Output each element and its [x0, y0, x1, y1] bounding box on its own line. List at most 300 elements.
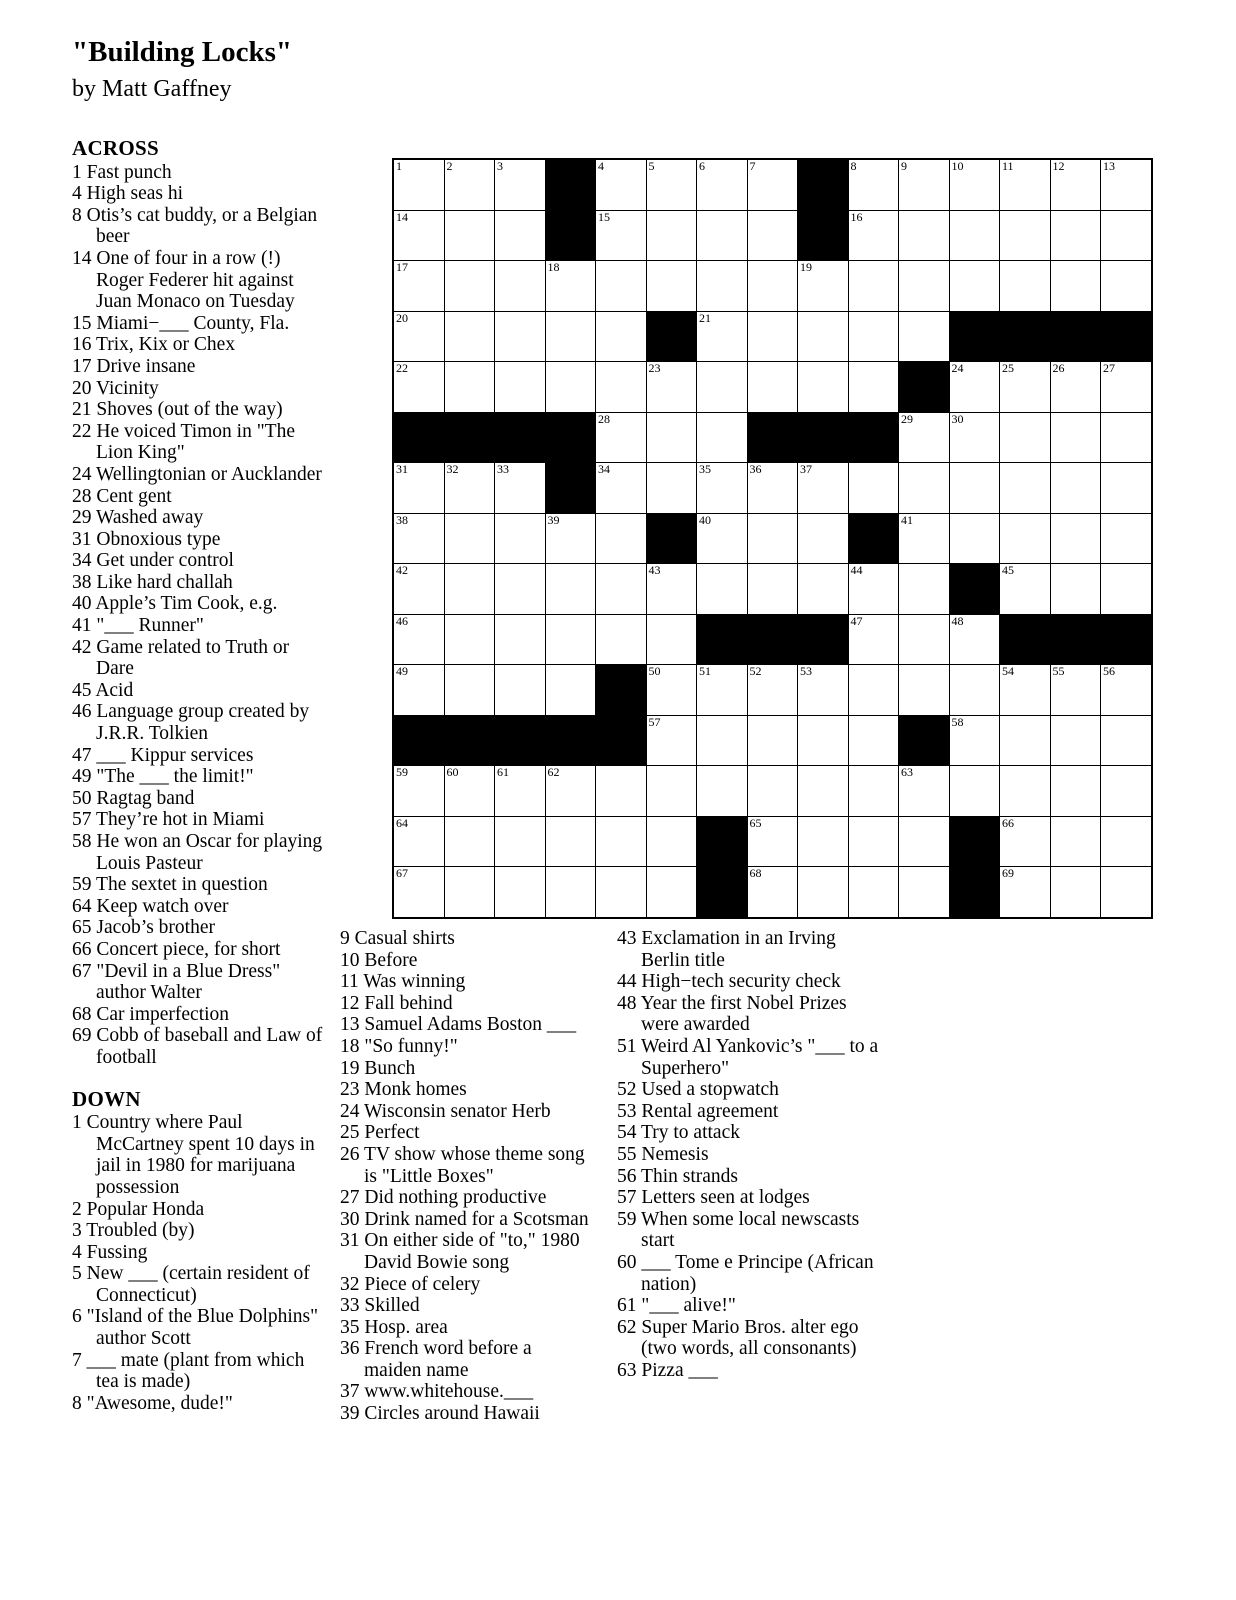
grid-cell[interactable]	[596, 412, 647, 463]
across-clue[interactable]	[72, 917, 324, 939]
grid-cell[interactable]	[798, 564, 849, 615]
grid-cell[interactable]	[747, 311, 798, 362]
grid-cell[interactable]	[798, 867, 849, 918]
grid-cell[interactable]	[495, 816, 546, 867]
across-clue[interactable]	[72, 248, 324, 313]
grid-cell[interactable]	[848, 564, 899, 615]
grid-cell[interactable]	[596, 210, 647, 261]
across-clue[interactable]	[72, 572, 324, 594]
grid-cell[interactable]	[1101, 463, 1152, 514]
grid-cell-number: 21	[699, 310, 711, 325]
grid-cell[interactable]	[596, 362, 647, 413]
down-clue[interactable]	[617, 928, 879, 971]
grid-cell[interactable]	[1050, 867, 1101, 918]
grid-cell[interactable]	[646, 159, 697, 210]
clue-number: 50	[72, 787, 97, 809]
across-clue[interactable]	[72, 745, 324, 767]
grid-cell[interactable]	[1101, 261, 1152, 312]
grid-cell[interactable]	[848, 311, 899, 362]
grid-cell[interactable]	[697, 665, 748, 716]
down-clue[interactable]	[617, 1101, 879, 1123]
down-clue[interactable]	[340, 971, 592, 993]
grid-cell[interactable]	[899, 311, 950, 362]
grid-cell[interactable]	[444, 766, 495, 817]
grid-cell-number: 66	[1002, 815, 1014, 830]
grid-cell[interactable]	[798, 513, 849, 564]
down-clue[interactable]	[340, 993, 592, 1015]
grid-cell[interactable]	[596, 766, 647, 817]
across-clue[interactable]	[72, 1025, 324, 1068]
grid-cell[interactable]	[444, 665, 495, 716]
down-clue-list-part2	[340, 928, 592, 1425]
grid-cell[interactable]	[697, 159, 748, 210]
grid-cell[interactable]	[1101, 867, 1152, 918]
grid-cell[interactable]	[646, 564, 697, 615]
grid-cell[interactable]	[596, 261, 647, 312]
grid-cell[interactable]	[1050, 715, 1101, 766]
grid-cell-block	[646, 311, 697, 362]
grid-cell[interactable]	[1050, 210, 1101, 261]
across-clue[interactable]	[72, 464, 324, 486]
grid-cell[interactable]	[747, 210, 798, 261]
down-clue[interactable]	[340, 1317, 592, 1339]
grid-cell[interactable]	[495, 867, 546, 918]
grid-cell[interactable]	[545, 362, 596, 413]
grid-cell[interactable]	[798, 362, 849, 413]
down-clue[interactable]	[72, 1393, 324, 1415]
grid-cell[interactable]	[747, 564, 798, 615]
grid-cell[interactable]	[899, 463, 950, 514]
grid-cell[interactable]	[1050, 463, 1101, 514]
down-clue[interactable]	[617, 1079, 879, 1101]
grid-cell[interactable]	[545, 614, 596, 665]
clue-number: 44	[617, 971, 642, 993]
down-clue[interactable]	[617, 1295, 879, 1317]
grid-cell[interactable]	[393, 210, 444, 261]
clue-number: 54	[617, 1122, 642, 1144]
grid-cell[interactable]	[1101, 412, 1152, 463]
down-clue[interactable]	[72, 1199, 324, 1221]
grid-cell-number: 59	[396, 765, 408, 779]
down-clue[interactable]	[340, 1381, 592, 1403]
grid-cell[interactable]	[444, 311, 495, 362]
grid-cell[interactable]	[495, 311, 546, 362]
grid-cell[interactable]	[545, 311, 596, 362]
across-clue[interactable]	[72, 939, 324, 961]
grid-cell[interactable]	[596, 463, 647, 514]
grid-cell[interactable]	[697, 463, 748, 514]
clue-text: Used a stopwatch	[641, 1079, 779, 1101]
grid-cell[interactable]	[747, 513, 798, 564]
across-clue[interactable]	[72, 378, 324, 400]
clue-number: 68	[72, 1003, 97, 1025]
across-clue[interactable]	[72, 615, 324, 637]
down-clue[interactable]	[340, 1187, 592, 1209]
grid-cell[interactable]	[495, 261, 546, 312]
grid-cell[interactable]	[899, 159, 950, 210]
down-clue[interactable]	[617, 1360, 879, 1382]
grid-cell[interactable]	[848, 867, 899, 918]
grid-cell[interactable]	[495, 210, 546, 261]
grid-cell[interactable]	[1050, 159, 1101, 210]
across-clue[interactable]	[72, 529, 324, 551]
grid-cell[interactable]	[1000, 665, 1051, 716]
grid-cell[interactable]	[848, 715, 899, 766]
grid-cell[interactable]	[747, 463, 798, 514]
grid-cell[interactable]	[393, 665, 444, 716]
across-clue[interactable]	[72, 701, 324, 744]
grid-cell[interactable]	[798, 766, 849, 817]
grid-cell[interactable]	[798, 816, 849, 867]
grid-cell[interactable]	[1000, 564, 1051, 615]
across-clue[interactable]	[72, 961, 324, 1004]
down-clue[interactable]	[340, 928, 592, 950]
grid-cell[interactable]	[596, 564, 647, 615]
grid-cell[interactable]	[646, 867, 697, 918]
down-clue[interactable]	[340, 1403, 592, 1425]
grid-cell[interactable]	[393, 766, 444, 817]
grid-cell[interactable]	[848, 665, 899, 716]
down-clue[interactable]	[340, 1122, 592, 1144]
across-clue[interactable]	[72, 507, 324, 529]
grid-cell[interactable]	[949, 614, 1000, 665]
grid-cell[interactable]	[393, 463, 444, 514]
grid-cell-number: 15	[598, 209, 610, 224]
grid-cell[interactable]	[393, 261, 444, 312]
grid-cell[interactable]	[899, 867, 950, 918]
clue-text: Fall behind	[364, 992, 453, 1014]
grid-cell[interactable]	[747, 665, 798, 716]
grid-cell[interactable]	[949, 766, 1000, 817]
grid-cell[interactable]	[1050, 816, 1101, 867]
across-clue[interactable]	[72, 831, 324, 874]
grid-cell[interactable]	[1050, 564, 1101, 615]
grid-cell[interactable]	[1050, 362, 1101, 413]
grid-cell[interactable]	[495, 463, 546, 514]
grid-cell[interactable]	[495, 564, 546, 615]
grid-cell[interactable]	[393, 159, 444, 210]
grid-cell[interactable]	[798, 463, 849, 514]
grid-cell[interactable]	[747, 816, 798, 867]
across-clue[interactable]	[72, 399, 324, 421]
grid-cell[interactable]	[545, 564, 596, 615]
down-clue[interactable]	[617, 1187, 879, 1209]
grid-cell-number: 3	[497, 159, 503, 173]
grid-cell[interactable]	[1000, 412, 1051, 463]
grid-cell[interactable]	[596, 867, 647, 918]
grid-cell[interactable]	[646, 665, 697, 716]
grid-cell[interactable]	[949, 159, 1000, 210]
grid-cell[interactable]	[1101, 513, 1152, 564]
clue-number: 1	[72, 161, 87, 183]
grid-cell[interactable]	[444, 614, 495, 665]
grid-cell[interactable]	[1050, 665, 1101, 716]
grid-cell-number: 26	[1052, 361, 1065, 375]
down-clue[interactable]	[340, 950, 592, 972]
grid-cell[interactable]	[1050, 766, 1101, 817]
grid-cell[interactable]	[1000, 816, 1051, 867]
grid-cell[interactable]	[444, 867, 495, 918]
grid-cell[interactable]	[444, 816, 495, 867]
grid-cell[interactable]	[949, 513, 1000, 564]
down-clue[interactable]	[617, 1036, 879, 1079]
across-clue[interactable]	[72, 896, 324, 918]
grid-cell[interactable]	[646, 210, 697, 261]
grid-cell[interactable]	[899, 564, 950, 615]
grid-cell[interactable]	[798, 311, 849, 362]
grid-row	[393, 715, 1152, 766]
grid-cell[interactable]	[393, 564, 444, 615]
grid-cell[interactable]	[646, 362, 697, 413]
grid-cell[interactable]	[848, 362, 899, 413]
grid-cell[interactable]	[899, 614, 950, 665]
grid-cell[interactable]	[393, 362, 444, 413]
grid-cell[interactable]	[1000, 463, 1051, 514]
grid-cell[interactable]	[747, 362, 798, 413]
grid-cell[interactable]	[444, 210, 495, 261]
grid-cell[interactable]	[1000, 210, 1051, 261]
down-clue[interactable]	[340, 1274, 592, 1296]
grid-cell[interactable]	[1101, 766, 1152, 817]
grid-cell[interactable]	[646, 816, 697, 867]
grid-cell[interactable]	[697, 513, 748, 564]
down-clue[interactable]	[72, 1112, 324, 1198]
across-clue[interactable]	[72, 205, 324, 248]
grid-cell[interactable]	[949, 463, 1000, 514]
grid-cell[interactable]	[545, 665, 596, 716]
grid-cell[interactable]	[949, 362, 1000, 413]
across-clue[interactable]	[72, 421, 324, 464]
grid-cell[interactable]	[1050, 513, 1101, 564]
grid-cell[interactable]	[646, 766, 697, 817]
grid-cell[interactable]	[1000, 766, 1051, 817]
down-clue[interactable]	[72, 1350, 324, 1393]
grid-cell[interactable]	[848, 159, 899, 210]
grid-cell[interactable]	[899, 665, 950, 716]
grid-cell[interactable]	[545, 261, 596, 312]
grid-cell[interactable]	[545, 816, 596, 867]
across-clue[interactable]	[72, 766, 324, 788]
down-clue[interactable]	[617, 1144, 879, 1166]
grid-cell[interactable]	[646, 412, 697, 463]
grid-cell[interactable]	[596, 159, 647, 210]
down-clue[interactable]	[617, 993, 879, 1036]
down-clue[interactable]	[72, 1242, 324, 1264]
grid-cell[interactable]	[1000, 261, 1051, 312]
down-clue[interactable]	[617, 1209, 879, 1252]
across-clue[interactable]	[72, 550, 324, 572]
down-clue[interactable]	[617, 971, 879, 993]
grid-cell[interactable]	[393, 513, 444, 564]
grid-cell[interactable]	[848, 463, 899, 514]
down-clue[interactable]	[617, 1166, 879, 1188]
grid-cell[interactable]	[848, 766, 899, 817]
down-clue[interactable]	[617, 1122, 879, 1144]
grid-cell[interactable]	[899, 261, 950, 312]
across-clue[interactable]	[72, 809, 324, 831]
grid-cell[interactable]	[949, 261, 1000, 312]
grid-cell[interactable]	[747, 715, 798, 766]
across-clue[interactable]	[72, 637, 324, 680]
grid-cell[interactable]	[495, 362, 546, 413]
across-clue[interactable]	[72, 680, 324, 702]
clue-text: Washed away	[96, 507, 204, 529]
down-clue[interactable]	[72, 1220, 324, 1242]
grid-cell[interactable]	[1101, 362, 1152, 413]
clue-text: Drink named for a Scotsman	[364, 1208, 589, 1230]
grid-cell[interactable]	[393, 816, 444, 867]
across-clue[interactable]	[72, 1004, 324, 1026]
grid-cell[interactable]	[1000, 159, 1051, 210]
down-clue[interactable]	[340, 1036, 592, 1058]
grid-cell-number: 47	[850, 613, 863, 628]
grid-cell[interactable]	[646, 614, 697, 665]
grid-cell-block	[899, 715, 950, 766]
grid-cell[interactable]	[596, 513, 647, 564]
down-clue[interactable]	[340, 1295, 592, 1317]
grid-cell[interactable]	[1000, 867, 1051, 918]
clue-text: Year the first Nobel Prizes were awarded	[640, 992, 847, 1036]
clue-number: 63	[617, 1359, 642, 1381]
clue-number: 18	[340, 1035, 365, 1057]
clue-text: Circles around Hawaii	[364, 1403, 540, 1425]
grid-cell[interactable]	[495, 614, 546, 665]
grid-cell-number: 18	[547, 260, 560, 274]
grid-cell[interactable]	[1101, 210, 1152, 261]
grid-cell[interactable]	[949, 665, 1000, 716]
grid-cell[interactable]	[697, 564, 748, 615]
grid-cell[interactable]	[848, 210, 899, 261]
across-clue[interactable]	[72, 486, 324, 508]
down-clue[interactable]	[340, 1338, 592, 1381]
grid-cell[interactable]	[1050, 261, 1101, 312]
down-clue[interactable]	[617, 1252, 879, 1295]
grid-cell[interactable]	[899, 210, 950, 261]
grid-cell[interactable]	[1050, 412, 1101, 463]
down-clue[interactable]	[340, 1209, 592, 1231]
grid-cell-block	[1050, 614, 1101, 665]
down-clue[interactable]	[72, 1306, 324, 1349]
grid-cell[interactable]	[1101, 564, 1152, 615]
grid-cell[interactable]	[1101, 715, 1152, 766]
grid-cell[interactable]	[949, 412, 1000, 463]
crossword-grid-table[interactable]	[392, 158, 1153, 919]
grid-cell[interactable]	[848, 816, 899, 867]
grid-cell[interactable]	[596, 614, 647, 665]
grid-cell[interactable]	[545, 513, 596, 564]
across-clue[interactable]	[72, 874, 324, 896]
grid-cell[interactable]	[848, 261, 899, 312]
down-clue[interactable]	[72, 1263, 324, 1306]
grid-cell[interactable]	[444, 463, 495, 514]
down-clue[interactable]	[617, 1317, 879, 1360]
grid-cell[interactable]	[596, 816, 647, 867]
grid-cell[interactable]	[495, 665, 546, 716]
grid-cell[interactable]	[697, 261, 748, 312]
grid-cell[interactable]	[444, 513, 495, 564]
grid-cell[interactable]	[646, 261, 697, 312]
grid-cell[interactable]	[444, 362, 495, 413]
grid-cell[interactable]	[798, 665, 849, 716]
grid-cell[interactable]	[848, 614, 899, 665]
across-clue[interactable]	[72, 183, 324, 205]
grid-cell[interactable]	[393, 614, 444, 665]
grid-row	[393, 210, 1152, 261]
grid-cell[interactable]	[1000, 362, 1051, 413]
across-clue[interactable]	[72, 593, 324, 615]
grid-cell[interactable]	[697, 715, 748, 766]
across-clue[interactable]	[72, 788, 324, 810]
grid-cell[interactable]	[899, 816, 950, 867]
grid-cell[interactable]	[798, 715, 849, 766]
grid-cell[interactable]	[697, 412, 748, 463]
grid-cell[interactable]	[1000, 513, 1051, 564]
grid-cell[interactable]	[798, 261, 849, 312]
grid-cell[interactable]	[646, 715, 697, 766]
grid-cell[interactable]	[1000, 715, 1051, 766]
clue-number: 59	[617, 1208, 642, 1230]
grid-cell[interactable]	[1101, 159, 1152, 210]
grid-cell[interactable]	[747, 766, 798, 817]
grid-cell[interactable]	[444, 261, 495, 312]
grid-cell[interactable]	[697, 311, 748, 362]
grid-cell[interactable]	[444, 564, 495, 615]
across-clue[interactable]	[72, 313, 324, 335]
across-clue[interactable]	[72, 162, 324, 184]
down-clue[interactable]	[340, 1058, 592, 1080]
grid-cell[interactable]	[646, 463, 697, 514]
grid-cell[interactable]	[949, 210, 1000, 261]
grid-cell[interactable]	[495, 513, 546, 564]
grid-cell[interactable]	[899, 513, 950, 564]
grid-cell[interactable]	[697, 210, 748, 261]
grid-cell[interactable]	[393, 867, 444, 918]
grid-cell-number: 1	[396, 159, 402, 173]
grid-cell[interactable]	[747, 261, 798, 312]
grid-cell[interactable]	[393, 311, 444, 362]
down-clue[interactable]	[340, 1144, 592, 1187]
down-clue-list-part1	[72, 1112, 324, 1414]
down-clue[interactable]	[340, 1014, 592, 1036]
grid-cell[interactable]	[697, 362, 748, 413]
grid-cell[interactable]	[444, 159, 495, 210]
grid-cell[interactable]	[747, 159, 798, 210]
down-clue[interactable]	[340, 1230, 592, 1273]
down-clue[interactable]	[340, 1101, 592, 1123]
clue-number: 8	[72, 1392, 87, 1414]
clue-number: 16	[72, 334, 97, 356]
grid-cell[interactable]	[596, 311, 647, 362]
grid-cell[interactable]	[747, 867, 798, 918]
clue-text: When some local newscasts start	[641, 1208, 860, 1252]
grid-cell[interactable]	[545, 766, 596, 817]
grid-cell[interactable]	[899, 412, 950, 463]
grid-cell[interactable]	[899, 766, 950, 817]
crossword-grid[interactable]	[392, 158, 1153, 919]
grid-cell[interactable]	[949, 715, 1000, 766]
grid-cell[interactable]	[1101, 665, 1152, 716]
grid-cell[interactable]	[1101, 816, 1152, 867]
grid-cell-number: 30	[951, 411, 964, 426]
grid-cell[interactable]	[495, 766, 546, 817]
grid-cell[interactable]	[545, 867, 596, 918]
grid-cell-number: 46	[396, 613, 408, 628]
across-clue[interactable]	[72, 356, 324, 378]
grid-cell[interactable]	[697, 766, 748, 817]
grid-cell[interactable]	[495, 159, 546, 210]
down-clue[interactable]	[340, 1079, 592, 1101]
across-clue[interactable]	[72, 334, 324, 356]
